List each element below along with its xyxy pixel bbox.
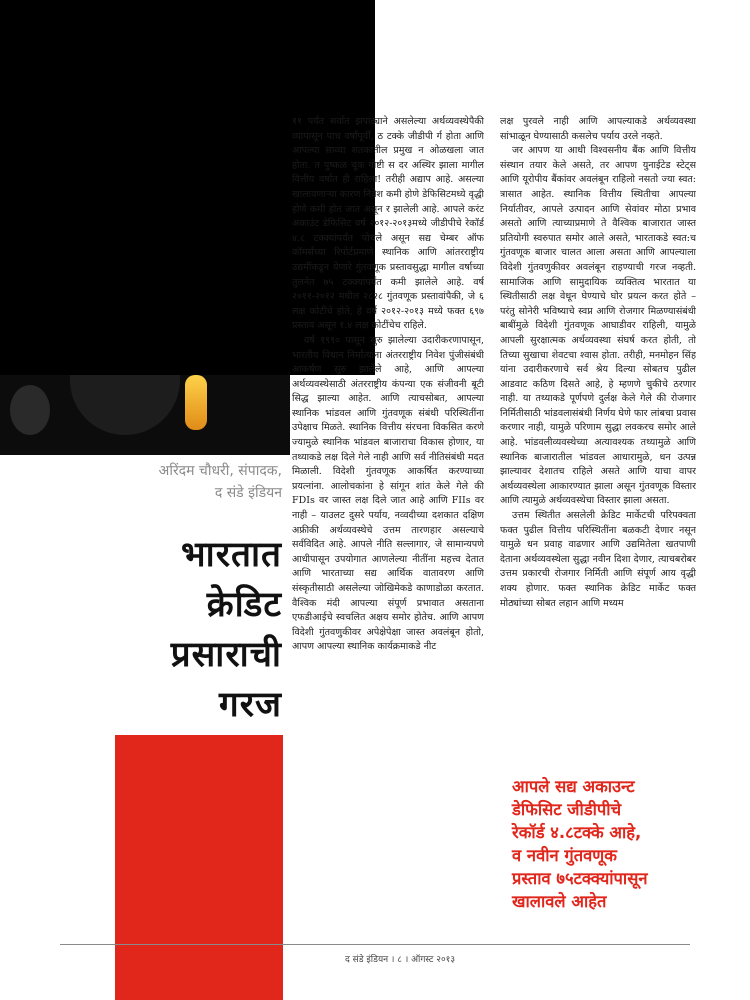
red-accent-block (115, 735, 283, 1000)
headline-line: भारतात (181, 535, 282, 575)
headline-line: प्रसाराची (170, 635, 282, 675)
headline-line: क्रेडिट (206, 585, 282, 625)
pull-quote-line: डेफिसिट जीडीपीचे (512, 800, 622, 819)
pull-quote (512, 775, 717, 913)
article-paragraph: उत्तम स्थितीत असलेली क्रेडिट मार्केटची परिपक्वता फक्त पुढील वित्तीय परिस्थितींना बळकटी देणार नसून यामुळे धन प्रवाह वाढणार आणि उद्यमितेला खतपाणी देताना अर्थव्यवस्थेला सुद्धा नवीन दिशा देणार, त्याचबरोबर उत्तम प्रकारची रोजगार निर्मिती आणि संपूर्ण आय वृद्धी शक्य होणार. फक्त स्थानिक क्रेडिट मार्केट फक्त मोठ्यांच्या सोबत लहान आणि मध्यम (500, 510, 696, 609)
headline-line: गरज (219, 685, 282, 725)
pull-quote-line: प्रस्ताव ७५टक्क्यांपासून (512, 869, 648, 888)
pull-quote-line: रेकॉर्ड ४.८टक्के आहे, (512, 823, 642, 842)
article-paragraph: वर्ष १९९० पासून सुरु झालेल्या उदारीकरणापासून, भारतीय विधान निर्मात्यांना अंतरराष्ट्रीय निवेश पुंजीसंबंधी आकर्षण सुरु झालेले आहे, आणि आपल्या अर्थव्यवस्थेसाठी अंतरराष्ट्रीय कंपन्या एक संजीवनी बूटी सिद्ध झाल्या आहेत. आणि त्याचसोबत, आपल्या स्थानिक भांडवल आणि गुंतवणूक संबंधी परिस्थितींना उपेक्षाच मिळते. स्थानिक वित्तीय संरचना विकसित करणे ज्यामुळे स्थानिक भांडवल बाजाराचा विकास होणार, या तथ्याकडे लक्ष दिले गेले नाही आणि सर्व नीतिसंबंधी मदत मिळाली. विदेशी गुंतवणूक आकर्षित करण्याच्या प्रयत्नांना. आलोचकांना हे सांगून शांत केले गेले की FDIs वर जास्त लक्ष दिले जात आहे आणि FIIs वर नाही – याउलट दुसरे पर्याय, नव्वदीच्या दशकात दक्षिण अफ्रीकी अर्थव्यवस्थेचे उत्तम तारणहार असल्याचे सर्वविदित आहे. आपले नीति सल्लागार, जे सामान्यपणे आधीपासून उपयोगात आणलेल्या नीतींना महत्त्व देतात आणि भारताच्या सद्य आर्थिक वातावरण आणि संस्कृतीसाठी असलेल्या जोखिमेकडे काणाडोळा करतात. वैश्विक मंदी आपल्या संपूर्ण प्रभावात असताना एफडीआईचे स्वचलित अक्षय समोर होतेच. आणि आपण विदेशी गुंतवणुकीवर अपेक्षेपेक्षा जास्त अवलंबून होतो, आपण आपल्या स्थानिक कार्यक्रमाकडे नीट (292, 334, 484, 653)
article-paragraph: जर आपण या आधी विश्वसनीय बैंक आणि वित्तीय संस्थान तयार केले असते, तर आपण युनाईटेड स्टेट्स आणि यूरोपीय बैंकांवर अवलंबून राहिलो नसतो ज्या स्वत: त्रासात आहेत. स्थानिक वित्तीय स्थितीचा आपल्या निर्यातीवर, आपले उत्पादन आणि सेवांवर मोठा प्रभाव असतो आणि त्याच्याप्रमाणे ते वैश्विक बाजारात जास्त प्रतियोगी स्वरुपात समोर आले असते, भारताकडे स्वत:च गुंतवणूक बाजार चालत आला असता आणि आपल्याला विदेशी गुंतवणुकीवर अवलंबून राहण्याची गरज नव्हती. सामाजिक आणि सामुदायिक व्यक्तित्व भारतात या स्थितीसाठी लक्ष वेधून घेण्याचे घोर प्रयत्न करत होते – परंतु सोनेरी भविष्याचे स्वप्न आणि रोजगार मिळण्यासंबंधी बाबींमुळे विदेशी गुंतवणूक आघाडीवर राहिली, यामुळे आपली सुरक्षात्मक अर्थव्यवस्था संघर्ष करत होती, तो तिच्या सुखाचा शेवटचा श्वास होता. तरीही, मनमोहन सिंह यांना उदारीकरणाचे सर्व श्रेय दिल्या सोबतच पुढील आडवाट कठिण दिसते आहे, हे म्हणणे चुकीचे ठरणार नाही. या तथ्याकडे पूर्णपणे दुर्लक्ष केले गेले की रोजगार निर्मितीसाठी भांडवलासंबंधी निर्णय घेणे फार लांबचा प्रवास करणार नाही, यामुळे परिणाम सुद्धा लवकरच समोर आले आहे. भांडवलीव्यवस्थेच्या अत्यावश्यक तथ्यामुळे आणि स्थानिक बाजारातील भांडवल आधारामुळे, धन उत्पन्न झाल्यावर देशातच राहिले असते आणि याचा वापर अर्थव्यवस्थेला आकारण्यात झाला असून गुंतवणूक विस्तार आणि त्यामुळे अर्थव्यवस्थेचा विस्तार झाला असता. (500, 145, 696, 507)
footer-divider (60, 944, 690, 945)
byline (90, 460, 282, 504)
photo-hand (70, 375, 180, 435)
byline-name: अरिंदम चौधरी, संपादक, (158, 463, 282, 479)
pull-quote-line: खालावले आहेत (512, 892, 607, 911)
article-paragraph: ११ पर्यंत सर्वात झपाट्याने असलेल्या अर्थव्यवस्थेपैकी व्यापासून पाच वर्षांपूर्वी, ठ टक्के जीडीपी र्ग होता आणि आपल्या साव्या शतकातील प्रमुख न ओळखला जात होता. त पुष्कळ चूक गोष्टी स दर अस्थिर झाला मागील वित्तीय वर्षात ही राहिला! तरीही अद्याप आहे. असल्या खालावणाऱ्या कारण निवेश कमी होणे डेफिसिटमध्ये वृद्धी होणे कमी होत जात असून र झालेली आहे. आपले करंट अकाउंट डेफिसिट वर्ष २०१२-२०१३मध्ये जीडीपीचे रेकॉर्ड ४.८ टक्क्यांपर्यंत पोचले असून सद्य चेम्बर ऑफ कॉमर्सच्या रिपोर्टप्रमाणे स्थानिक आणि आंतरराष्ट्रीय उद्यमींकडून येणारे गुंतवणूक प्रस्तावसुद्धा मागील वर्षाच्या तुलनेत ७५ टक्क्यांपर्यंत कमी झालेले आहे. वर्ष २०११-२०१२ मधील २८२८ गुंतवणूक प्रस्तावांपैकी, जे ६ लक्ष कोटींचे होते, हे वर्ष २०१२-२०१३ मध्ये फक्त ६९७ प्रस्ताव असून १.४ लक्ष कोटींचेच राहिले. (292, 116, 484, 332)
photo-flame (185, 375, 207, 430)
article-paragraph: लक्ष पुरवले नाही आणि आपल्याकडे अर्थव्यवस्था सांभाळून घेण्यासाठी कसलेच पर्याय उरले नव्हते. (500, 116, 696, 142)
article-column-2 (500, 115, 696, 755)
photo-shadow (10, 385, 50, 435)
pull-quote-line: आपले सद्य अकाउन्ट (512, 777, 635, 796)
article-photo (0, 375, 290, 455)
byline-publication: द संडे इंडियन (214, 485, 282, 501)
page-footer: द संडे इंडियन । ८ । ऑगस्ट २०१३ (344, 955, 456, 965)
article-column-1 (292, 115, 484, 935)
headline (110, 530, 282, 730)
pull-quote-line: व नवीन गुंतवणूक (512, 846, 617, 865)
